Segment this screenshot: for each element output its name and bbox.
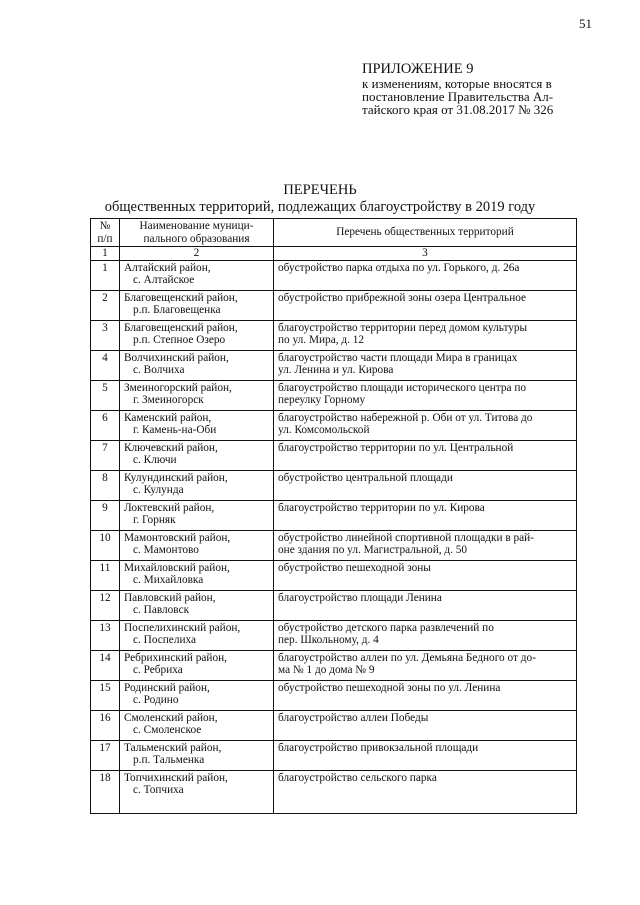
list-subtitle: общественных территорий, подлежащих благоустройству в 2019 году (104, 199, 536, 215)
row-number: 4 (91, 350, 120, 380)
municipality-cell (120, 350, 274, 380)
municipality-line: р.п. Благовещенка (133, 304, 221, 316)
territory-cell (274, 350, 577, 380)
row-number: 7 (91, 440, 120, 470)
municipality-cell (120, 740, 274, 770)
municipality-line: с. Родино (133, 694, 179, 706)
table-row (91, 320, 577, 350)
municipality-line: Благовещенский район, (124, 321, 238, 334)
territory-line: по ул. Мира, д. 12 (278, 334, 365, 346)
territory-cell (274, 260, 577, 290)
row-number: 14 (91, 650, 120, 680)
row-number: 10 (91, 530, 120, 560)
municipality-cell (120, 680, 274, 710)
municipality-cell (120, 710, 274, 740)
table-row (91, 740, 577, 770)
municipality-line: Ребрихинский район, (124, 651, 227, 664)
row-number: 16 (91, 710, 120, 740)
territory-line: благоустройство набережной р. Оби от ул. Титова до (278, 411, 533, 424)
row-number: 8 (91, 470, 120, 500)
municipality-cell (120, 320, 274, 350)
municipality-cell (120, 530, 274, 560)
municipality-line: с. Михайловка (133, 574, 204, 586)
territory-line: благоустройство сельского парка (278, 771, 437, 784)
table-row (91, 470, 577, 500)
row-number: 2 (91, 290, 120, 320)
territory-line: обустройство пешеходной зоны по ул. Ленина (278, 681, 501, 694)
municipality-cell (120, 590, 274, 620)
row-number: 18 (91, 770, 120, 813)
municipality-line: с. Волчиха (133, 364, 185, 376)
column-number: 3 (274, 247, 577, 261)
municipality-line: Поспелихинский район, (124, 621, 241, 634)
table-row (91, 380, 577, 410)
municipality-line: р.п. Тальменка (133, 754, 205, 766)
territory-cell (274, 740, 577, 770)
municipality-line: Благовещенский район, (124, 291, 238, 304)
municipality-line: с. Топчиха (133, 784, 184, 796)
header-num (91, 219, 120, 247)
municipality-line: Топчихинский район, (124, 771, 228, 784)
row-number: 6 (91, 410, 120, 440)
territory-line: обустройство пешеходной зоны (278, 561, 431, 574)
territory-line: благоустройство территории по ул. Центральной (278, 441, 514, 454)
municipality-line: Кулундинский район, (124, 471, 228, 484)
territory-cell (274, 710, 577, 740)
municipality-cell (120, 290, 274, 320)
territory-line: благоустройство аллеи по ул. Демьяна Бедного от до- (278, 651, 536, 664)
row-number: 11 (91, 560, 120, 590)
annex-line: постановление Правительства Ал- (362, 89, 554, 104)
municipality-line: Павловский район, (124, 591, 216, 604)
annex-title: ПРИЛОЖЕНИЕ 9 (362, 61, 474, 77)
territory-cell (274, 770, 577, 813)
municipality-cell (120, 770, 274, 813)
municipality-line: с. Кулунда (133, 484, 184, 496)
table-row (91, 650, 577, 680)
territory-cell (274, 290, 577, 320)
table-row (91, 410, 577, 440)
annex-line: к изменениям, которые вносятся в (362, 76, 552, 91)
territory-line: ма № 1 до дома № 9 (278, 664, 375, 676)
table-row (91, 770, 577, 813)
municipality-line: Волчихинский район, (124, 351, 229, 364)
municipality-line: с. Ребриха (133, 664, 183, 676)
header-municipality-line: пального образования (143, 232, 250, 245)
header-municipality (120, 219, 274, 247)
municipality-cell (120, 410, 274, 440)
page-number: 51 (579, 16, 592, 31)
row-number: 9 (91, 500, 120, 530)
municipality-cell (120, 560, 274, 590)
territory-line: обустройство парка отдыха по ул. Горького, д. 26а (278, 261, 520, 274)
territory-cell (274, 440, 577, 470)
municipality-cell (120, 440, 274, 470)
territory-line: благоустройство территории по ул. Кирова (278, 501, 485, 514)
municipality-line: Тальменский район, (124, 741, 222, 754)
territories-table (90, 218, 577, 814)
municipality-line: с. Ключи (133, 454, 177, 466)
table-row (91, 440, 577, 470)
territory-line: пер. Школьному, д. 4 (278, 634, 379, 646)
row-number: 5 (91, 380, 120, 410)
municipality-line: г. Змеиногорск (133, 394, 204, 406)
municipality-cell (120, 260, 274, 290)
territory-cell (274, 650, 577, 680)
territory-line: благоустройство части площади Мира в границах (278, 351, 518, 364)
territory-line: переулку Горному (278, 394, 366, 406)
municipality-line: с. Смоленское (133, 724, 202, 736)
municipality-line: Ключевский район, (124, 441, 218, 454)
table-row (91, 560, 577, 590)
municipality-line: Змеиногорский район, (124, 381, 232, 394)
territory-cell (274, 320, 577, 350)
municipality-cell (120, 380, 274, 410)
row-number: 1 (91, 260, 120, 290)
municipality-line: Алтайский район, (124, 261, 211, 274)
annex-line: тайского края от 31.08.2017 № 326 (362, 102, 554, 117)
territory-line: благоустройство площади Ленина (278, 591, 442, 604)
municipality-line: с. Павловск (133, 604, 190, 616)
table-row (91, 530, 577, 560)
table-row (91, 710, 577, 740)
row-number: 12 (91, 590, 120, 620)
municipality-line: с. Поспелиха (133, 634, 197, 646)
municipality-line: Михайловский район, (124, 561, 230, 574)
list-title: ПЕРЕЧЕНЬ (283, 182, 357, 198)
column-number: 1 (91, 247, 120, 261)
row-number: 17 (91, 740, 120, 770)
territory-line: обустройство центральной площади (278, 471, 453, 484)
municipality-line: Смоленский район, (124, 711, 218, 724)
territory-line: благоустройство привокзальной площади (278, 741, 479, 754)
territory-cell (274, 500, 577, 530)
municipality-cell (120, 470, 274, 500)
territory-line: обустройство линейной спортивной площадки в рай- (278, 531, 534, 544)
territory-line: благоустройство площади исторического центра по (278, 381, 527, 394)
header-municipality-line: Наименование муници- (139, 220, 254, 232)
territory-cell (274, 560, 577, 590)
municipality-line: г. Горняк (133, 514, 176, 526)
territory-cell (274, 410, 577, 440)
territory-cell (274, 590, 577, 620)
territory-cell (274, 620, 577, 650)
territory-cell (274, 470, 577, 500)
municipality-line: Мамонтовский район, (124, 531, 231, 544)
row-number: 13 (91, 620, 120, 650)
territory-line: ул. Ленина и ул. Кирова (278, 364, 394, 376)
annex-block (362, 62, 602, 116)
municipality-line: г. Камень-на-Оби (133, 424, 217, 436)
territory-line: обустройство детского парка развлечений по (278, 621, 494, 634)
territory-line: благоустройство аллеи Победы (278, 711, 429, 724)
column-number: 2 (120, 247, 274, 261)
column-number-row (91, 247, 577, 261)
municipality-line: р.п. Степное Озеро (133, 334, 226, 346)
territory-line: ул. Комсомольской (278, 424, 370, 436)
table-row (91, 500, 577, 530)
header-num-line: п/п (97, 232, 113, 245)
table-header-row (91, 219, 577, 247)
municipality-cell (120, 500, 274, 530)
municipality-cell (120, 620, 274, 650)
row-number: 15 (91, 680, 120, 710)
territory-cell (274, 530, 577, 560)
municipality-line: Локтевский район, (124, 501, 215, 514)
territory-line: обустройство прибрежной зоны озера Центральное (278, 291, 527, 304)
municipality-line: Родинский район, (124, 681, 210, 694)
header-num-line: № (99, 220, 111, 232)
table-row (91, 620, 577, 650)
municipality-line: с. Алтайское (133, 274, 195, 286)
territory-line: благоустройство территории перед домом культуры (278, 321, 528, 334)
municipality-cell (120, 650, 274, 680)
table-row (91, 290, 577, 320)
territory-cell (274, 680, 577, 710)
table-row (91, 680, 577, 710)
table-row (91, 350, 577, 380)
row-number: 3 (91, 320, 120, 350)
municipality-line: Каменский район, (124, 411, 212, 424)
header-territories: Перечень общественных территорий (274, 219, 577, 247)
table-row (91, 260, 577, 290)
municipality-line: с. Мамонтово (133, 544, 199, 556)
territory-line: оне здания по ул. Магистральной, д. 50 (278, 544, 468, 556)
table-row (91, 590, 577, 620)
territory-cell (274, 380, 577, 410)
